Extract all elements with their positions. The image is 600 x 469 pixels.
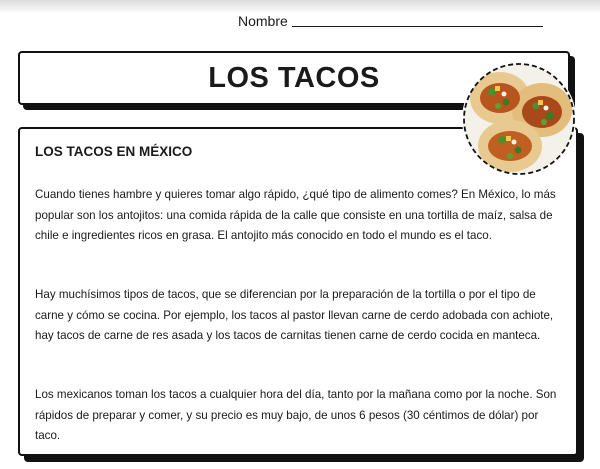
paragraph-3: Los mexicanos toman los tacos a cualquier hora del día, tanto por la mañana como por la noche. Son rápidos de preparar y comer, y su precio es muy bajo, de unos 6 pesos (30 céntimos de dólar) por taco. bbox=[35, 388, 557, 442]
name-label: Nombre bbox=[238, 13, 288, 29]
paragraph-2: Hay muchísimos tipos de tacos, que se diferencian por la preparación de la tortilla o por el tipo de carne y cómo se cocina. Por ejemplo, los tacos al pastor llevan carne de cerdo adobada con achiote, hay tacos de carne de res asada y los tacos de carnitas tienen carne de cerdo cocida en manteca. bbox=[35, 288, 554, 342]
paragraph-1: Cuando tienes hambre y quieres tomar algo rápido, ¿qué tipo de alimento comes? En México, lo más popular son los antojitos: una comida rápida de la calle que consiste en una tortilla de maíz, salsa de chile e ingredientes ricos en grasa. El antojito más conocido en todo el mundo es el taco. bbox=[35, 188, 556, 242]
name-blank-line[interactable] bbox=[292, 23, 543, 27]
page-title: LOS TACOS bbox=[208, 62, 380, 94]
tacos-photo-icon bbox=[460, 60, 578, 178]
section-heading: LOS TACOS EN MÉXICO bbox=[35, 144, 193, 159]
name-field-row bbox=[238, 9, 543, 29]
